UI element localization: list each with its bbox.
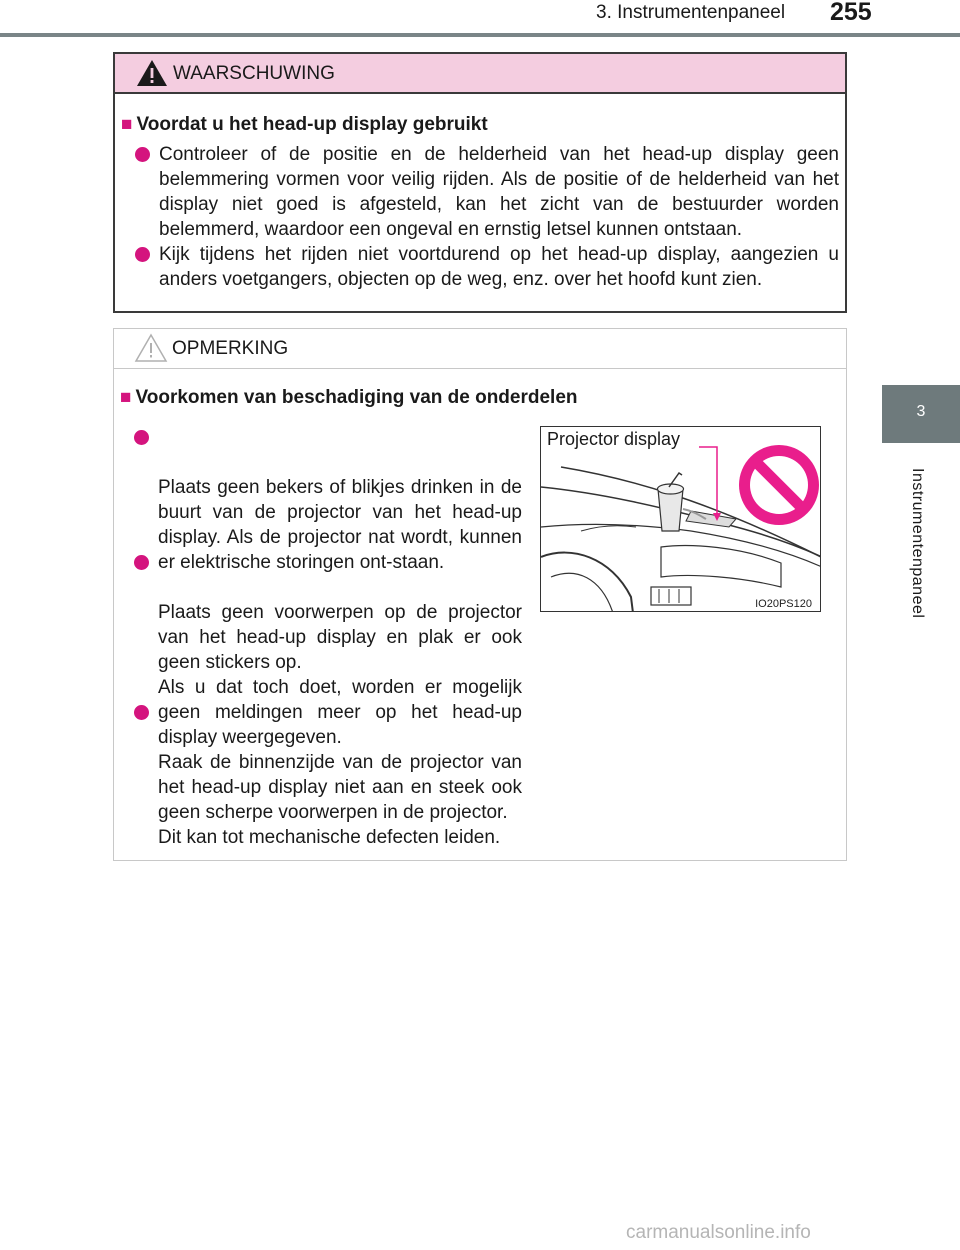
header-divider [0, 33, 960, 37]
page-number: 255 [830, 0, 872, 26]
warning-triangle-icon [135, 58, 169, 88]
projector-illustration [540, 426, 821, 612]
image-code: IO20PS120 [755, 598, 812, 610]
page-header [0, 0, 960, 36]
prohibition-icon [739, 445, 819, 525]
warning-heading: ■ Voordat u het head-up display gebruikt [121, 114, 488, 135]
bullet-dot-icon [134, 555, 149, 570]
warning-bullet-1: Controleer of de positie en de helderheid van het head-up display geen belemmering vormen voor veilig rijden. Als de positie of de helderheid van het display niet goed is afgesteld, kan het zicht van de bestuurder worden belemmerd, waardoor een ongeval en ernstig letsel kunnen ontstaan. [135, 142, 839, 242]
chapter-tab-label[interactable] [882, 448, 960, 678]
projector-display-callout: Projector display [547, 429, 681, 449]
chapter-label: Instrumentenpaneel [909, 468, 926, 619]
note-header [114, 329, 846, 369]
dashboard-drawing [541, 427, 821, 612]
warning-box [113, 52, 847, 313]
bullet-dot-icon [134, 430, 149, 445]
caution-triangle-outline-icon [134, 333, 168, 363]
chapter-number: 3 [916, 403, 926, 420]
bullet-dot-icon [134, 705, 149, 720]
note-heading: ■ Voorkomen van beschadiging van de onderdelen [120, 387, 578, 408]
bullet-dot-icon [135, 147, 150, 162]
square-bullet-icon: ■ [120, 387, 132, 408]
warning-bullet-2: Kijk tijdens het rijden niet voortdurend op het head-up display, aangezien u anders voetgangers, objecten op de weg, enz. over het hoofd kunt zien. [135, 242, 839, 292]
note-bullet-2: Plaats geen voorwerpen op de projector van het head-up display en plak er ook geen stickers op. Als u dat toch doet, worden er mogelijk geen meldingen meer op het head-up display weergegeven. [134, 550, 522, 750]
warning-header [115, 54, 845, 94]
section-title: 3. Instrumentenpaneel [596, 2, 786, 23]
note-bullet-1: Plaats geen bekers of blikjes drinken in de buurt van de projector van het head-up display. Als de projector nat wordt, kunnen er elektrische storingen ont-staan. [134, 425, 522, 575]
note-title: OPMERKING [172, 338, 289, 359]
square-bullet-icon: ■ [121, 114, 133, 135]
bullet-dot-icon [135, 247, 150, 262]
watermark: carmanualsonline.info [626, 1222, 811, 1243]
note-bullet-3: Raak de binnenzijde van de projector van het head-up display niet aan en steek ook geen scherpe voorwerpen in de projector. Dit kan tot mechanische defecten leiden. [134, 700, 522, 850]
chapter-tab-number[interactable] [882, 385, 960, 443]
warning-title: WAARSCHUWING [173, 63, 335, 84]
